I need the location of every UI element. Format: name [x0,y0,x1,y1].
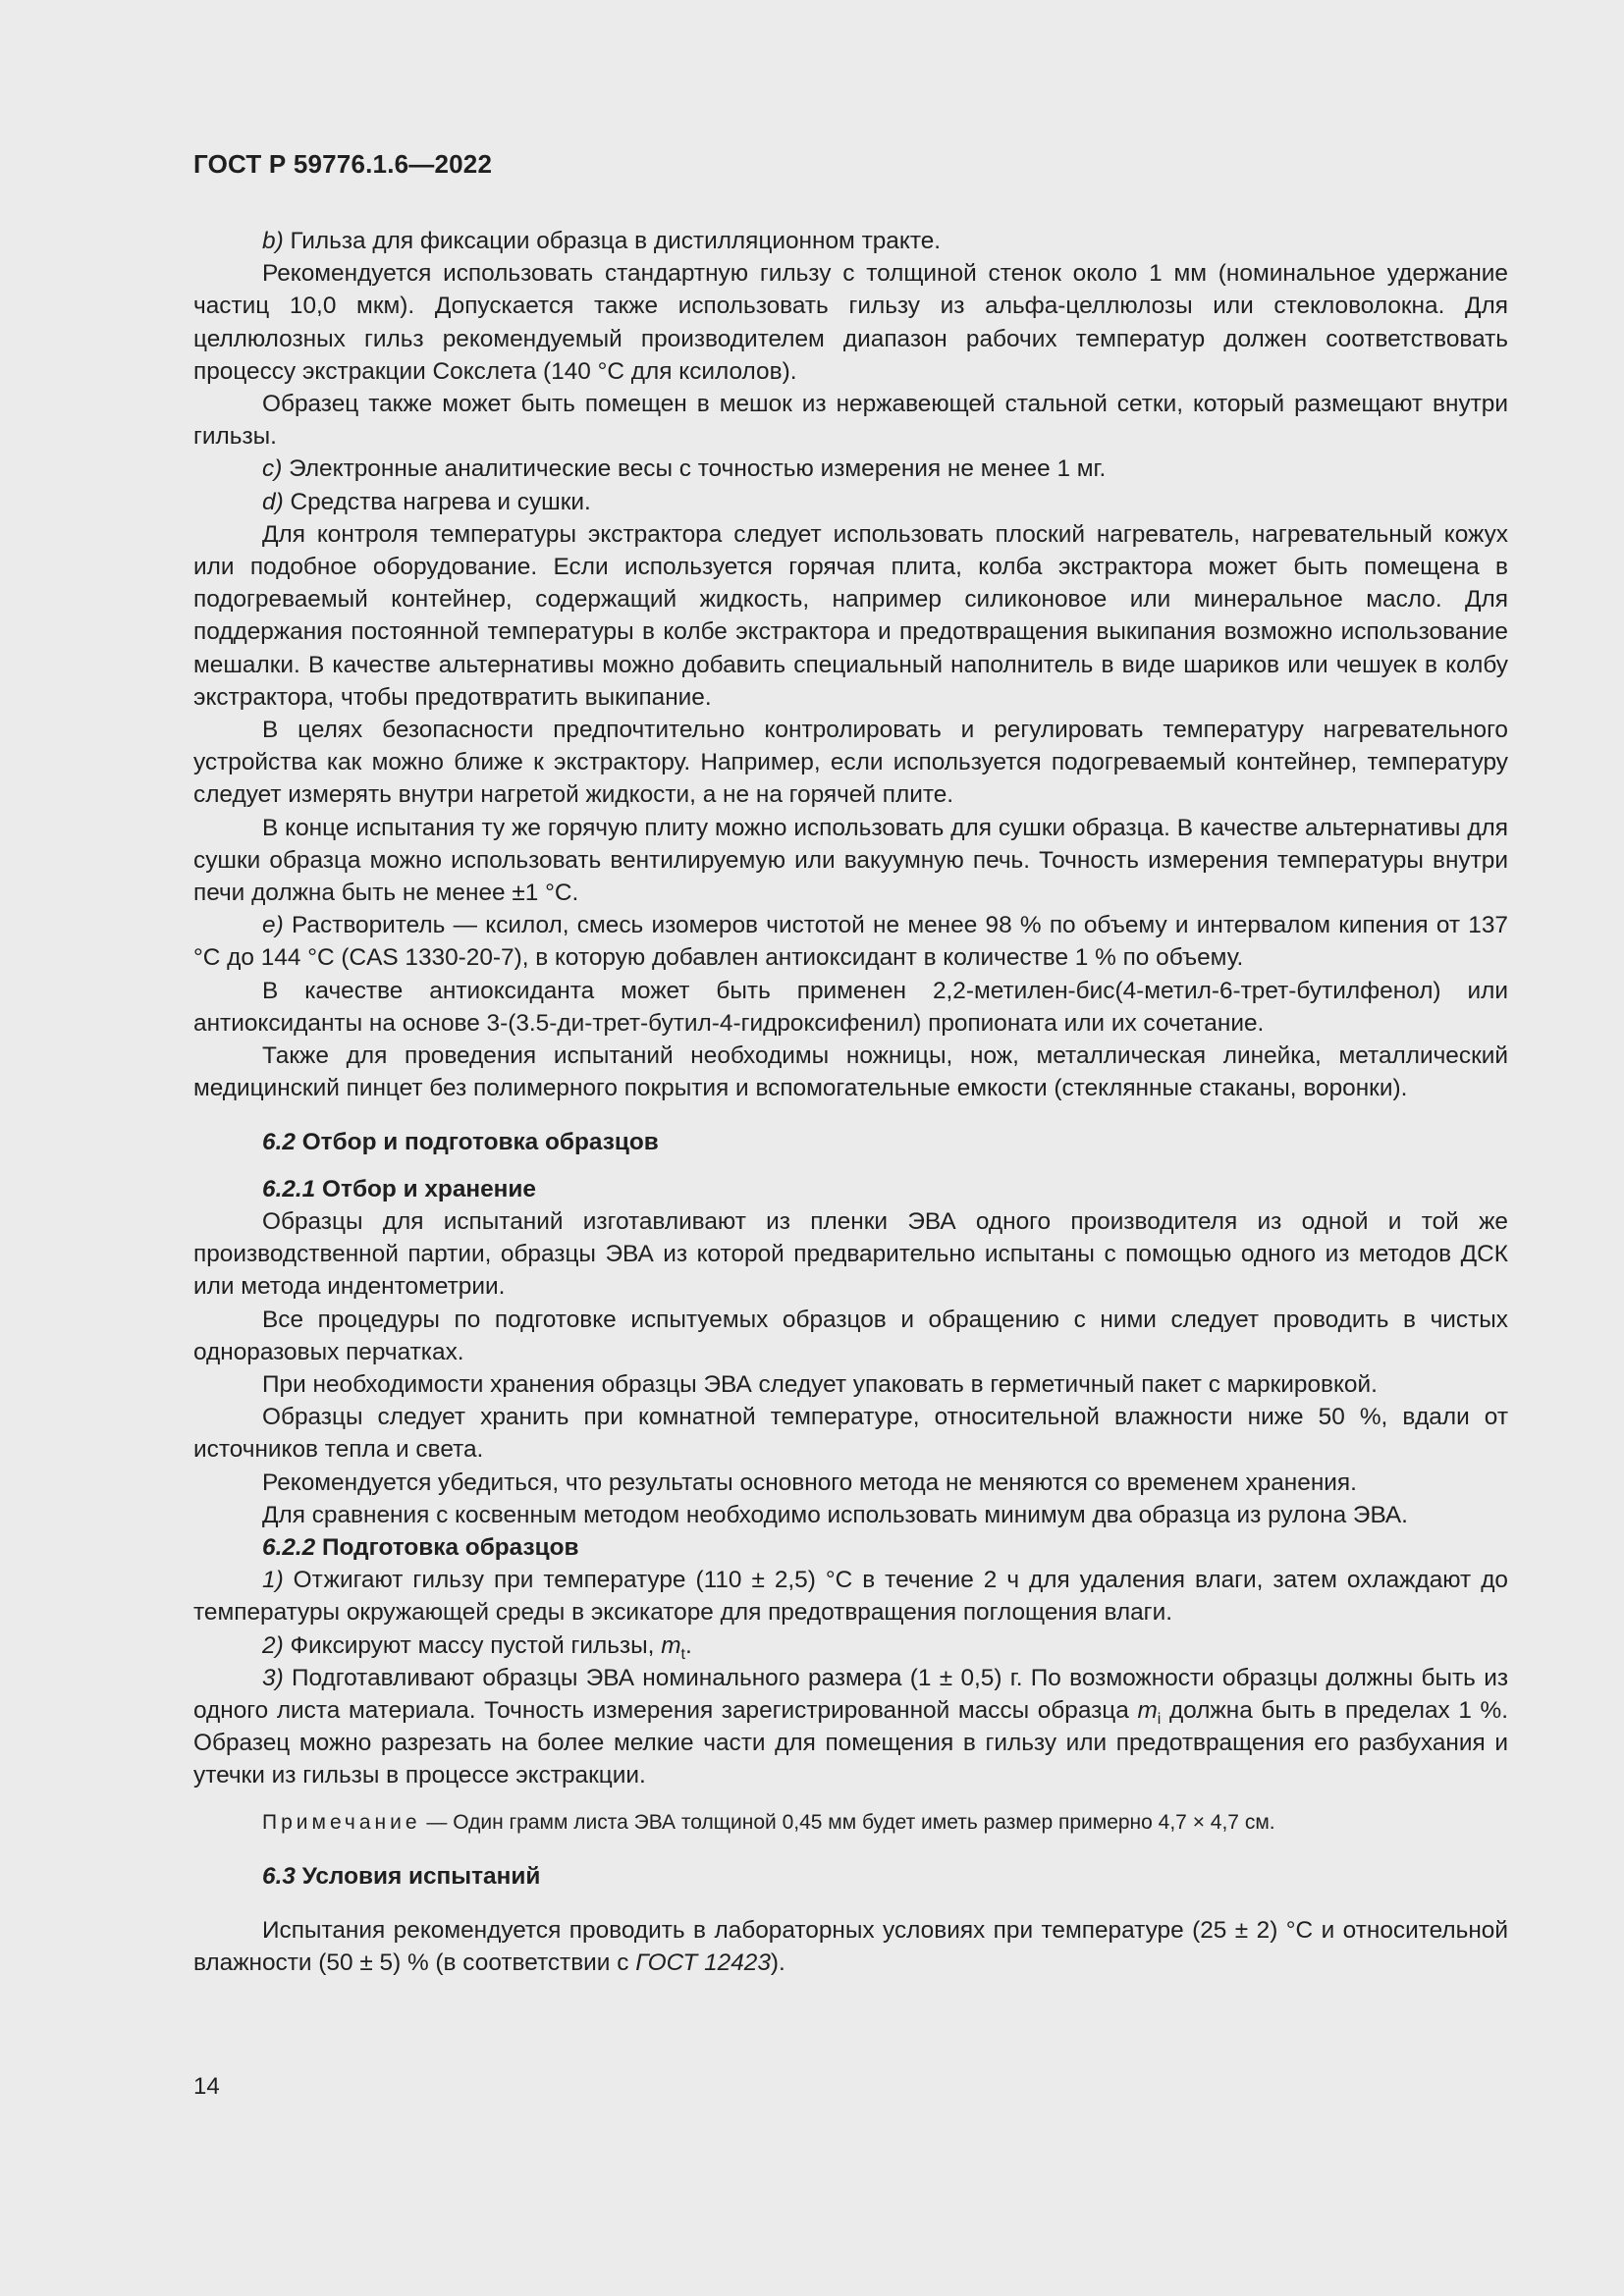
section-number: 6.3 [262,1862,296,1890]
step-text: . [684,1631,692,1659]
paragraph: Образцы следует хранить при комнатной температуре, относительной влажности ниже 50 %, вдали от источников тепла и света. [193,1404,1508,1464]
step-label: 1) [262,1567,284,1594]
note [193,1806,1508,1839]
section-title: Подготовка образцов [315,1533,579,1561]
section-heading-6-3 [193,1860,1508,1893]
list-label-e: e) [262,912,284,939]
step-2 [193,1629,1508,1662]
paragraph: Все процедуры по подготовке испытуемых образцов и обращению с ними следует проводить в чистых одноразовых перчатках. [193,1306,1508,1365]
variable-subscript: i [1157,1710,1162,1728]
step-text: Отжигают гильзу при температуре (110 ± 2,5) °С в течение 2 ч для удаления влаги, затем охлаждают до температуры окружающей среды в эксикаторе для предотвращения поглощения влаги. [193,1567,1508,1627]
paragraph: Для сравнения с косвенным методом необходимо использовать минимум два образца из рулона ЭВА. [262,1501,1408,1528]
paragraph: Рекомендуется убедиться, что результаты основного метода не меняются со временем хранения. [262,1468,1357,1496]
paragraph-text: Электронные аналитические весы с точностью измерения не менее 1 мг. [282,455,1107,483]
step-text: Фиксируют массу пустой гильзы, [283,1631,662,1659]
variable-m: m [661,1631,681,1659]
variable-m: m [1137,1696,1158,1724]
section-title: Условия испытаний [295,1862,541,1890]
paragraph-d [193,486,1508,518]
note-label: Примечание [262,1810,421,1834]
paragraph: В конце испытания ту же горячую плиту можно использовать для сушки образца. В качестве альтернативы для сушки образца можно использовать вентилируемую или вакуумную печь. Точность измерения температуры внутри печи должна быть не менее ±1 °С. [193,814,1508,907]
section-number: 6.2 [262,1129,296,1156]
paragraph-e [193,909,1508,974]
paragraph-text: Растворитель — ксилол, смесь изомеров чистотой не менее 98 % по объему и интервалом кипения от 137 °С до 144 °С (CAS 1330-20-7), в которую добавлен антиоксидант в количестве 1 % по объему. [193,912,1508,972]
paragraph [193,1914,1508,1979]
paragraph: Образцы для испытаний изготавливают из пленки ЭВА одного производителя из одной и той же производственной партии, образцы ЭВА из которой предварительно испытаны с помощью одного из методов ДСК или метода индентометрии. [193,1207,1508,1301]
standard-reference: ГОСТ 12423 [635,1949,771,1976]
document-header: ГОСТ Р 59776.1.6—2022 [193,149,493,179]
document-body [193,225,1508,1979]
paragraph: Образец также может быть помещен в мешок из нержавеющей стальной сетки, который размещают внутри гильзы. [193,391,1508,451]
step-3 [193,1662,1508,1792]
list-label-b: b) [262,228,284,254]
section-title: Отбор и хранение [315,1175,536,1202]
list-label-c: c) [262,455,283,483]
section-heading-6-2-1 [193,1173,1508,1205]
step-text: должна быть в пределах 1 %. Образец можно разрезать на более мелкие части для помещения в гильзу или предотвращения его разбухания и утечки из гильзы в процессе экстракции. [193,1696,1508,1789]
paragraph-text: Гильза для фиксации образца в дистилляционном тракте. [283,228,942,254]
paragraph: Для контроля температуры экстрактора следует использовать плоский нагреватель, нагревательный кожух или подобное оборудование. Если используется горячая плита, колба экстрактора может быть помещена в подогреваемый контейнер, содержащий жидкость, например силиконовое или минеральное масло. Для поддержания постоянной температуры в колбе экстрактора и предотвращения выкипания возможно использование мешалки. В качестве альтернативы можно добавить специальный наполнитель в виде шариков или чешуек в колбу экстрактора, чтобы предотвратить выкипание. [193,520,1508,711]
page-number: 14 [193,2073,220,2100]
step-label: 3) [262,1664,284,1691]
step-1 [193,1564,1508,1629]
variable-subscript: t [680,1645,685,1663]
paragraph-text: Испытания рекомендуется проводить в лабораторных условиях при температуре (25 ± 2) °С и относительной влажности (50 ± 5) % (в соответствии с [193,1916,1508,1976]
paragraph: В целях безопасности предпочтительно контролировать и регулировать температуру нагревательного устройства как можно ближе к экстрактору. Например, если используется подогреваемый контейнер, температуру следует измерять внутри нагретой жидкости, а не на горячей плите. [193,717,1508,809]
paragraph: При необходимости хранения образцы ЭВА следует упаковать в герметичный пакет с маркировкой. [262,1370,1378,1398]
section-number: 6.2.2 [262,1533,316,1561]
note-text: — Один грамм листа ЭВА толщиной 0,45 мм будет иметь размер примерно 4,7 × 4,7 см. [420,1810,1275,1834]
paragraph-c [193,453,1508,485]
paragraph: Также для проведения испытаний необходимы ножницы, нож, металлическая линейка, металлический медицинский пинцет без полимерного покрытия и вспомогательные емкости (стеклянные стаканы, воронки). [193,1042,1508,1102]
paragraph: В качестве антиоксиданта может быть применен 2,2-метилен-бис(4-метил-6-трет-бутилфенол) или антиоксиданты на основе 3-(3.5-ди-трет-бутил-4-гидроксифенил) пропионата или их сочетание. [193,977,1508,1037]
paragraph-text: Средства нагрева и сушки. [283,488,591,515]
paragraph-text: ). [770,1949,785,1976]
section-heading-6-2 [193,1126,1508,1158]
step-text: Подготавливают образцы ЭВА номинального размера (1 ± 0,5) г. По возможности образцы должны быть из одного листа материала. Точность измерения зарегистрированной массы образца [193,1664,1508,1724]
section-title: Отбор и подготовка образцов [295,1129,659,1156]
paragraph: Рекомендуется использовать стандартную гильзу с толщиной стенок около 1 мм (номинальное удержание частиц 10,0 мкм). Допускается также использовать гильзу из альфа-целлюлозы или стекловолокна. Для целлюлозных гильз рекомендуемый производителем диапазон рабочих температур должен соответствовать процессу экстракции Сокслета (140 °С для ксилолов). [193,260,1508,385]
paragraph-b [193,225,1508,257]
list-label-d: d) [262,488,284,515]
section-number: 6.2.1 [262,1175,316,1202]
section-heading-6-2-2 [193,1531,1508,1564]
step-label: 2) [262,1631,284,1659]
